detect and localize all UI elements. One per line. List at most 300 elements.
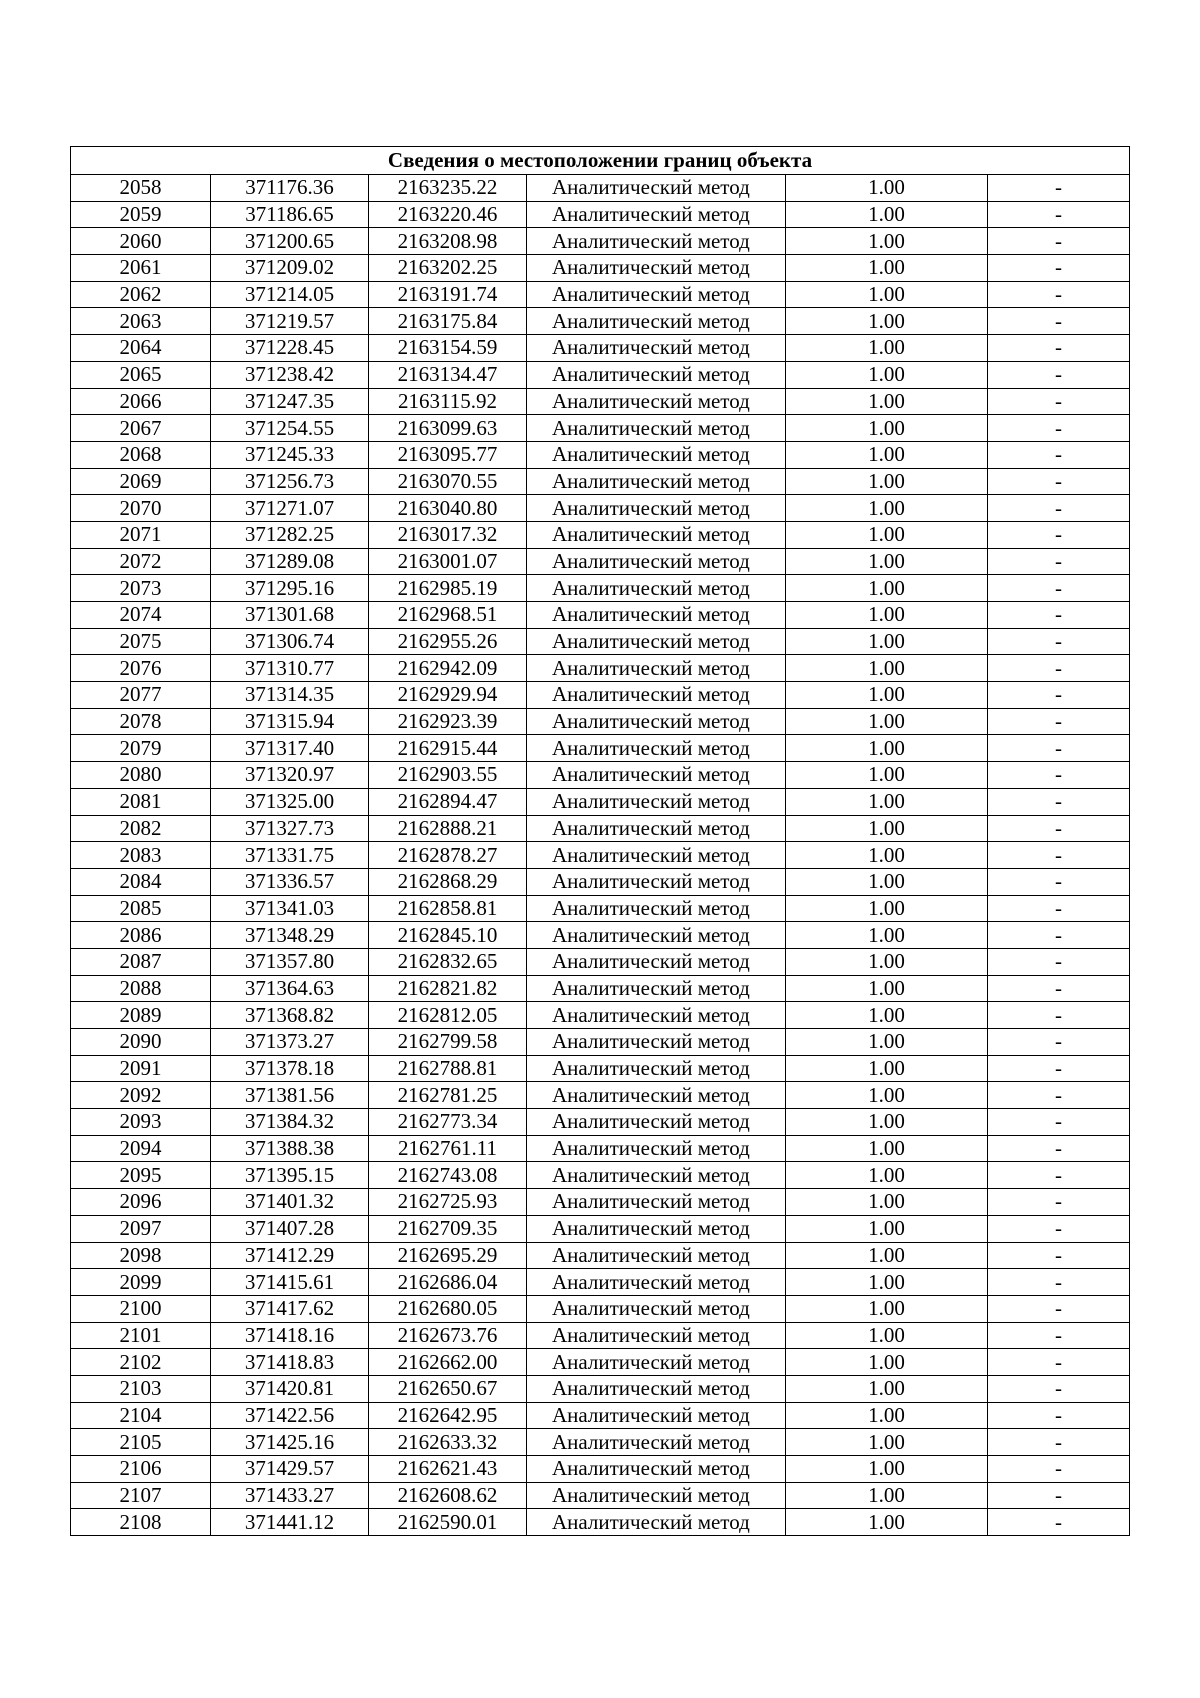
x-coordinate-cell: 371327.73 [211, 815, 369, 842]
y-coordinate-cell: 2162858.81 [369, 895, 527, 922]
y-coordinate-cell: 2163202.25 [369, 255, 527, 282]
table-row [71, 441, 1130, 468]
x-coordinate-cell: 371228.45 [211, 335, 369, 362]
table-row [71, 1269, 1130, 1296]
accuracy-cell: 1.00 [786, 361, 988, 388]
x-coordinate-cell: 371301.68 [211, 602, 369, 629]
y-coordinate-cell: 2163040.80 [369, 495, 527, 522]
table-row [71, 468, 1130, 495]
table-row [71, 842, 1130, 869]
x-coordinate-cell: 371336.57 [211, 868, 369, 895]
description-cell: - [988, 495, 1130, 522]
table-body [71, 175, 1130, 1536]
method-cell: Аналитический метод [527, 175, 786, 202]
point-number-cell: 2058 [71, 175, 211, 202]
accuracy-cell: 1.00 [786, 1349, 988, 1376]
x-coordinate-cell: 371317.40 [211, 735, 369, 762]
description-cell: - [988, 1322, 1130, 1349]
description-cell: - [988, 762, 1130, 789]
y-coordinate-cell: 2162845.10 [369, 922, 527, 949]
point-number-cell: 2064 [71, 335, 211, 362]
accuracy-cell: 1.00 [786, 735, 988, 762]
accuracy-cell: 1.00 [786, 575, 988, 602]
method-cell: Аналитический метод [527, 1269, 786, 1296]
point-number-cell: 2086 [71, 922, 211, 949]
method-cell: Аналитический метод [527, 1482, 786, 1509]
point-number-cell: 2091 [71, 1055, 211, 1082]
description-cell: - [988, 1055, 1130, 1082]
x-coordinate-cell: 371407.28 [211, 1215, 369, 1242]
point-number-cell: 2094 [71, 1135, 211, 1162]
table-row [71, 228, 1130, 255]
accuracy-cell: 1.00 [786, 1162, 988, 1189]
x-coordinate-cell: 371429.57 [211, 1456, 369, 1483]
y-coordinate-cell: 2162821.82 [369, 975, 527, 1002]
method-cell: Аналитический метод [527, 708, 786, 735]
description-cell: - [988, 1135, 1130, 1162]
accuracy-cell: 1.00 [786, 922, 988, 949]
table-row [71, 1349, 1130, 1376]
method-cell: Аналитический метод [527, 1295, 786, 1322]
description-cell: - [988, 1215, 1130, 1242]
description-cell: - [988, 521, 1130, 548]
accuracy-cell: 1.00 [786, 1429, 988, 1456]
y-coordinate-cell: 2162799.58 [369, 1029, 527, 1056]
accuracy-cell: 1.00 [786, 868, 988, 895]
x-coordinate-cell: 371186.65 [211, 201, 369, 228]
accuracy-cell: 1.00 [786, 788, 988, 815]
point-number-cell: 2069 [71, 468, 211, 495]
y-coordinate-cell: 2162942.09 [369, 655, 527, 682]
x-coordinate-cell: 371357.80 [211, 948, 369, 975]
method-cell: Аналитический метод [527, 1189, 786, 1216]
point-number-cell: 2096 [71, 1189, 211, 1216]
x-coordinate-cell: 371325.00 [211, 788, 369, 815]
y-coordinate-cell: 2162662.00 [369, 1349, 527, 1376]
y-coordinate-cell: 2162894.47 [369, 788, 527, 815]
y-coordinate-cell: 2163001.07 [369, 548, 527, 575]
x-coordinate-cell: 371412.29 [211, 1242, 369, 1269]
method-cell: Аналитический метод [527, 308, 786, 335]
table-row [71, 975, 1130, 1002]
y-coordinate-cell: 2162968.51 [369, 602, 527, 629]
accuracy-cell: 1.00 [786, 441, 988, 468]
description-cell: - [988, 255, 1130, 282]
y-coordinate-cell: 2162878.27 [369, 842, 527, 869]
accuracy-cell: 1.00 [786, 335, 988, 362]
x-coordinate-cell: 371368.82 [211, 1002, 369, 1029]
x-coordinate-cell: 371219.57 [211, 308, 369, 335]
point-number-cell: 2061 [71, 255, 211, 282]
method-cell: Аналитический метод [527, 735, 786, 762]
x-coordinate-cell: 371209.02 [211, 255, 369, 282]
y-coordinate-cell: 2162915.44 [369, 735, 527, 762]
table-row [71, 655, 1130, 682]
x-coordinate-cell: 371314.35 [211, 682, 369, 709]
method-cell: Аналитический метод [527, 1322, 786, 1349]
description-cell: - [988, 415, 1130, 442]
table-row [71, 1456, 1130, 1483]
table-row [71, 1082, 1130, 1109]
point-number-cell: 2078 [71, 708, 211, 735]
y-coordinate-cell: 2162590.01 [369, 1509, 527, 1536]
x-coordinate-cell: 371310.77 [211, 655, 369, 682]
method-cell: Аналитический метод [527, 602, 786, 629]
accuracy-cell: 1.00 [786, 1055, 988, 1082]
y-coordinate-cell: 2162709.35 [369, 1215, 527, 1242]
x-coordinate-cell: 371433.27 [211, 1482, 369, 1509]
method-cell: Аналитический метод [527, 1082, 786, 1109]
point-number-cell: 2088 [71, 975, 211, 1002]
method-cell: Аналитический метод [527, 468, 786, 495]
table-row [71, 1162, 1130, 1189]
x-coordinate-cell: 371271.07 [211, 495, 369, 522]
y-coordinate-cell: 2163134.47 [369, 361, 527, 388]
point-number-cell: 2066 [71, 388, 211, 415]
method-cell: Аналитический метод [527, 788, 786, 815]
x-coordinate-cell: 371200.65 [211, 228, 369, 255]
point-number-cell: 2083 [71, 842, 211, 869]
accuracy-cell: 1.00 [786, 1002, 988, 1029]
x-coordinate-cell: 371331.75 [211, 842, 369, 869]
description-cell: - [988, 682, 1130, 709]
description-cell: - [988, 175, 1130, 202]
description-cell: - [988, 788, 1130, 815]
accuracy-cell: 1.00 [786, 308, 988, 335]
method-cell: Аналитический метод [527, 1429, 786, 1456]
x-coordinate-cell: 371373.27 [211, 1029, 369, 1056]
point-number-cell: 2090 [71, 1029, 211, 1056]
table-row [71, 922, 1130, 949]
description-cell: - [988, 922, 1130, 949]
y-coordinate-cell: 2162888.21 [369, 815, 527, 842]
y-coordinate-cell: 2163095.77 [369, 441, 527, 468]
method-cell: Аналитический метод [527, 201, 786, 228]
accuracy-cell: 1.00 [786, 1135, 988, 1162]
method-cell: Аналитический метод [527, 1402, 786, 1429]
description-cell: - [988, 1429, 1130, 1456]
method-cell: Аналитический метод [527, 281, 786, 308]
x-coordinate-cell: 371341.03 [211, 895, 369, 922]
table-row [71, 788, 1130, 815]
table-row [71, 1189, 1130, 1216]
y-coordinate-cell: 2163070.55 [369, 468, 527, 495]
x-coordinate-cell: 371254.55 [211, 415, 369, 442]
accuracy-cell: 1.00 [786, 975, 988, 1002]
method-cell: Аналитический метод [527, 628, 786, 655]
accuracy-cell: 1.00 [786, 948, 988, 975]
x-coordinate-cell: 371418.16 [211, 1322, 369, 1349]
accuracy-cell: 1.00 [786, 1189, 988, 1216]
point-number-cell: 2081 [71, 788, 211, 815]
accuracy-cell: 1.00 [786, 415, 988, 442]
table-row [71, 895, 1130, 922]
y-coordinate-cell: 2163154.59 [369, 335, 527, 362]
method-cell: Аналитический метод [527, 361, 786, 388]
table-row [71, 868, 1130, 895]
description-cell: - [988, 895, 1130, 922]
y-coordinate-cell: 2162608.62 [369, 1482, 527, 1509]
table-row [71, 1002, 1130, 1029]
method-cell: Аналитический метод [527, 1029, 786, 1056]
method-cell: Аналитический метод [527, 1002, 786, 1029]
table-title-row [71, 147, 1130, 175]
method-cell: Аналитический метод [527, 682, 786, 709]
accuracy-cell: 1.00 [786, 1242, 988, 1269]
description-cell: - [988, 201, 1130, 228]
x-coordinate-cell: 371245.33 [211, 441, 369, 468]
accuracy-cell: 1.00 [786, 1375, 988, 1402]
point-number-cell: 2095 [71, 1162, 211, 1189]
description-cell: - [988, 1189, 1130, 1216]
accuracy-cell: 1.00 [786, 682, 988, 709]
accuracy-cell: 1.00 [786, 1295, 988, 1322]
y-coordinate-cell: 2162725.93 [369, 1189, 527, 1216]
method-cell: Аналитический метод [527, 441, 786, 468]
accuracy-cell: 1.00 [786, 1029, 988, 1056]
point-number-cell: 2075 [71, 628, 211, 655]
description-cell: - [988, 548, 1130, 575]
accuracy-cell: 1.00 [786, 1322, 988, 1349]
method-cell: Аналитический метод [527, 655, 786, 682]
y-coordinate-cell: 2162773.34 [369, 1109, 527, 1136]
description-cell: - [988, 735, 1130, 762]
method-cell: Аналитический метод [527, 255, 786, 282]
method-cell: Аналитический метод [527, 1215, 786, 1242]
table-row [71, 1402, 1130, 1429]
x-coordinate-cell: 371214.05 [211, 281, 369, 308]
x-coordinate-cell: 371384.32 [211, 1109, 369, 1136]
point-number-cell: 2060 [71, 228, 211, 255]
description-cell: - [988, 655, 1130, 682]
method-cell: Аналитический метод [527, 1162, 786, 1189]
accuracy-cell: 1.00 [786, 281, 988, 308]
y-coordinate-cell: 2162868.29 [369, 868, 527, 895]
table-row [71, 548, 1130, 575]
y-coordinate-cell: 2162650.67 [369, 1375, 527, 1402]
description-cell: - [988, 388, 1130, 415]
description-cell: - [988, 1295, 1130, 1322]
accuracy-cell: 1.00 [786, 1109, 988, 1136]
table-row [71, 1242, 1130, 1269]
table-row [71, 1295, 1130, 1322]
x-coordinate-cell: 371238.42 [211, 361, 369, 388]
table-row [71, 1055, 1130, 1082]
description-cell: - [988, 975, 1130, 1002]
y-coordinate-cell: 2162743.08 [369, 1162, 527, 1189]
x-coordinate-cell: 371388.38 [211, 1135, 369, 1162]
description-cell: - [988, 948, 1130, 975]
method-cell: Аналитический метод [527, 415, 786, 442]
accuracy-cell: 1.00 [786, 548, 988, 575]
accuracy-cell: 1.00 [786, 628, 988, 655]
point-number-cell: 2067 [71, 415, 211, 442]
point-number-cell: 2065 [71, 361, 211, 388]
x-coordinate-cell: 371422.56 [211, 1402, 369, 1429]
x-coordinate-cell: 371306.74 [211, 628, 369, 655]
point-number-cell: 2059 [71, 201, 211, 228]
y-coordinate-cell: 2162832.65 [369, 948, 527, 975]
y-coordinate-cell: 2162781.25 [369, 1082, 527, 1109]
description-cell: - [988, 1375, 1130, 1402]
table-row [71, 1109, 1130, 1136]
y-coordinate-cell: 2162680.05 [369, 1295, 527, 1322]
method-cell: Аналитический метод [527, 495, 786, 522]
description-cell: - [988, 308, 1130, 335]
description-cell: - [988, 842, 1130, 869]
y-coordinate-cell: 2163191.74 [369, 281, 527, 308]
table-title: Сведения о местоположении границ объекта [71, 147, 1130, 175]
table-row [71, 628, 1130, 655]
description-cell: - [988, 1162, 1130, 1189]
x-coordinate-cell: 371420.81 [211, 1375, 369, 1402]
point-number-cell: 2063 [71, 308, 211, 335]
accuracy-cell: 1.00 [786, 1402, 988, 1429]
y-coordinate-cell: 2162929.94 [369, 682, 527, 709]
y-coordinate-cell: 2163017.32 [369, 521, 527, 548]
x-coordinate-cell: 371176.36 [211, 175, 369, 202]
method-cell: Аналитический метод [527, 335, 786, 362]
method-cell: Аналитический метод [527, 1456, 786, 1483]
method-cell: Аналитический метод [527, 895, 786, 922]
point-number-cell: 2073 [71, 575, 211, 602]
point-number-cell: 2099 [71, 1269, 211, 1296]
point-number-cell: 2071 [71, 521, 211, 548]
accuracy-cell: 1.00 [786, 1482, 988, 1509]
table-row [71, 175, 1130, 202]
table-row [71, 361, 1130, 388]
y-coordinate-cell: 2163115.92 [369, 388, 527, 415]
point-number-cell: 2104 [71, 1402, 211, 1429]
table-row [71, 1429, 1130, 1456]
description-cell: - [988, 1002, 1130, 1029]
point-number-cell: 2079 [71, 735, 211, 762]
table-row [71, 602, 1130, 629]
description-cell: - [988, 335, 1130, 362]
description-cell: - [988, 281, 1130, 308]
method-cell: Аналитический метод [527, 388, 786, 415]
y-coordinate-cell: 2162985.19 [369, 575, 527, 602]
table-row [71, 762, 1130, 789]
x-coordinate-cell: 371415.61 [211, 1269, 369, 1296]
method-cell: Аналитический метод [527, 1375, 786, 1402]
y-coordinate-cell: 2162903.55 [369, 762, 527, 789]
description-cell: - [988, 575, 1130, 602]
y-coordinate-cell: 2162621.43 [369, 1456, 527, 1483]
x-coordinate-cell: 371395.15 [211, 1162, 369, 1189]
y-coordinate-cell: 2162673.76 [369, 1322, 527, 1349]
y-coordinate-cell: 2162812.05 [369, 1002, 527, 1029]
table-row [71, 1135, 1130, 1162]
description-cell: - [988, 1349, 1130, 1376]
point-number-cell: 2103 [71, 1375, 211, 1402]
accuracy-cell: 1.00 [786, 388, 988, 415]
y-coordinate-cell: 2162695.29 [369, 1242, 527, 1269]
table-row [71, 1215, 1130, 1242]
point-number-cell: 2100 [71, 1295, 211, 1322]
x-coordinate-cell: 371441.12 [211, 1509, 369, 1536]
description-cell: - [988, 361, 1130, 388]
accuracy-cell: 1.00 [786, 201, 988, 228]
point-number-cell: 2074 [71, 602, 211, 629]
table-row [71, 388, 1130, 415]
description-cell: - [988, 228, 1130, 255]
table-row [71, 948, 1130, 975]
y-coordinate-cell: 2163220.46 [369, 201, 527, 228]
table-row [71, 281, 1130, 308]
point-number-cell: 2082 [71, 815, 211, 842]
table-row [71, 815, 1130, 842]
accuracy-cell: 1.00 [786, 1456, 988, 1483]
point-number-cell: 2084 [71, 868, 211, 895]
description-cell: - [988, 1029, 1130, 1056]
x-coordinate-cell: 371289.08 [211, 548, 369, 575]
x-coordinate-cell: 371425.16 [211, 1429, 369, 1456]
y-coordinate-cell: 2162686.04 [369, 1269, 527, 1296]
accuracy-cell: 1.00 [786, 521, 988, 548]
y-coordinate-cell: 2162633.32 [369, 1429, 527, 1456]
y-coordinate-cell: 2162788.81 [369, 1055, 527, 1082]
point-number-cell: 2106 [71, 1456, 211, 1483]
method-cell: Аналитический метод [527, 228, 786, 255]
point-number-cell: 2093 [71, 1109, 211, 1136]
description-cell: - [988, 1109, 1130, 1136]
point-number-cell: 2107 [71, 1482, 211, 1509]
accuracy-cell: 1.00 [786, 175, 988, 202]
y-coordinate-cell: 2163235.22 [369, 175, 527, 202]
point-number-cell: 2092 [71, 1082, 211, 1109]
point-number-cell: 2098 [71, 1242, 211, 1269]
accuracy-cell: 1.00 [786, 1082, 988, 1109]
point-number-cell: 2097 [71, 1215, 211, 1242]
x-coordinate-cell: 371295.16 [211, 575, 369, 602]
point-number-cell: 2105 [71, 1429, 211, 1456]
description-cell: - [988, 1269, 1130, 1296]
table-row [71, 1482, 1130, 1509]
point-number-cell: 2087 [71, 948, 211, 975]
description-cell: - [988, 628, 1130, 655]
x-coordinate-cell: 371418.83 [211, 1349, 369, 1376]
description-cell: - [988, 1509, 1130, 1536]
accuracy-cell: 1.00 [786, 495, 988, 522]
method-cell: Аналитический метод [527, 1109, 786, 1136]
point-number-cell: 2072 [71, 548, 211, 575]
point-number-cell: 2077 [71, 682, 211, 709]
method-cell: Аналитический метод [527, 842, 786, 869]
accuracy-cell: 1.00 [786, 842, 988, 869]
x-coordinate-cell: 371378.18 [211, 1055, 369, 1082]
point-number-cell: 2085 [71, 895, 211, 922]
table-row [71, 1029, 1130, 1056]
accuracy-cell: 1.00 [786, 602, 988, 629]
table-row [71, 1375, 1130, 1402]
description-cell: - [988, 468, 1130, 495]
method-cell: Аналитический метод [527, 1242, 786, 1269]
table-row [71, 521, 1130, 548]
accuracy-cell: 1.00 [786, 895, 988, 922]
x-coordinate-cell: 371364.63 [211, 975, 369, 1002]
accuracy-cell: 1.00 [786, 1509, 988, 1536]
description-cell: - [988, 1482, 1130, 1509]
y-coordinate-cell: 2162761.11 [369, 1135, 527, 1162]
table-row [71, 1322, 1130, 1349]
y-coordinate-cell: 2162923.39 [369, 708, 527, 735]
x-coordinate-cell: 371282.25 [211, 521, 369, 548]
point-number-cell: 2101 [71, 1322, 211, 1349]
method-cell: Аналитический метод [527, 575, 786, 602]
accuracy-cell: 1.00 [786, 1215, 988, 1242]
method-cell: Аналитический метод [527, 1509, 786, 1536]
